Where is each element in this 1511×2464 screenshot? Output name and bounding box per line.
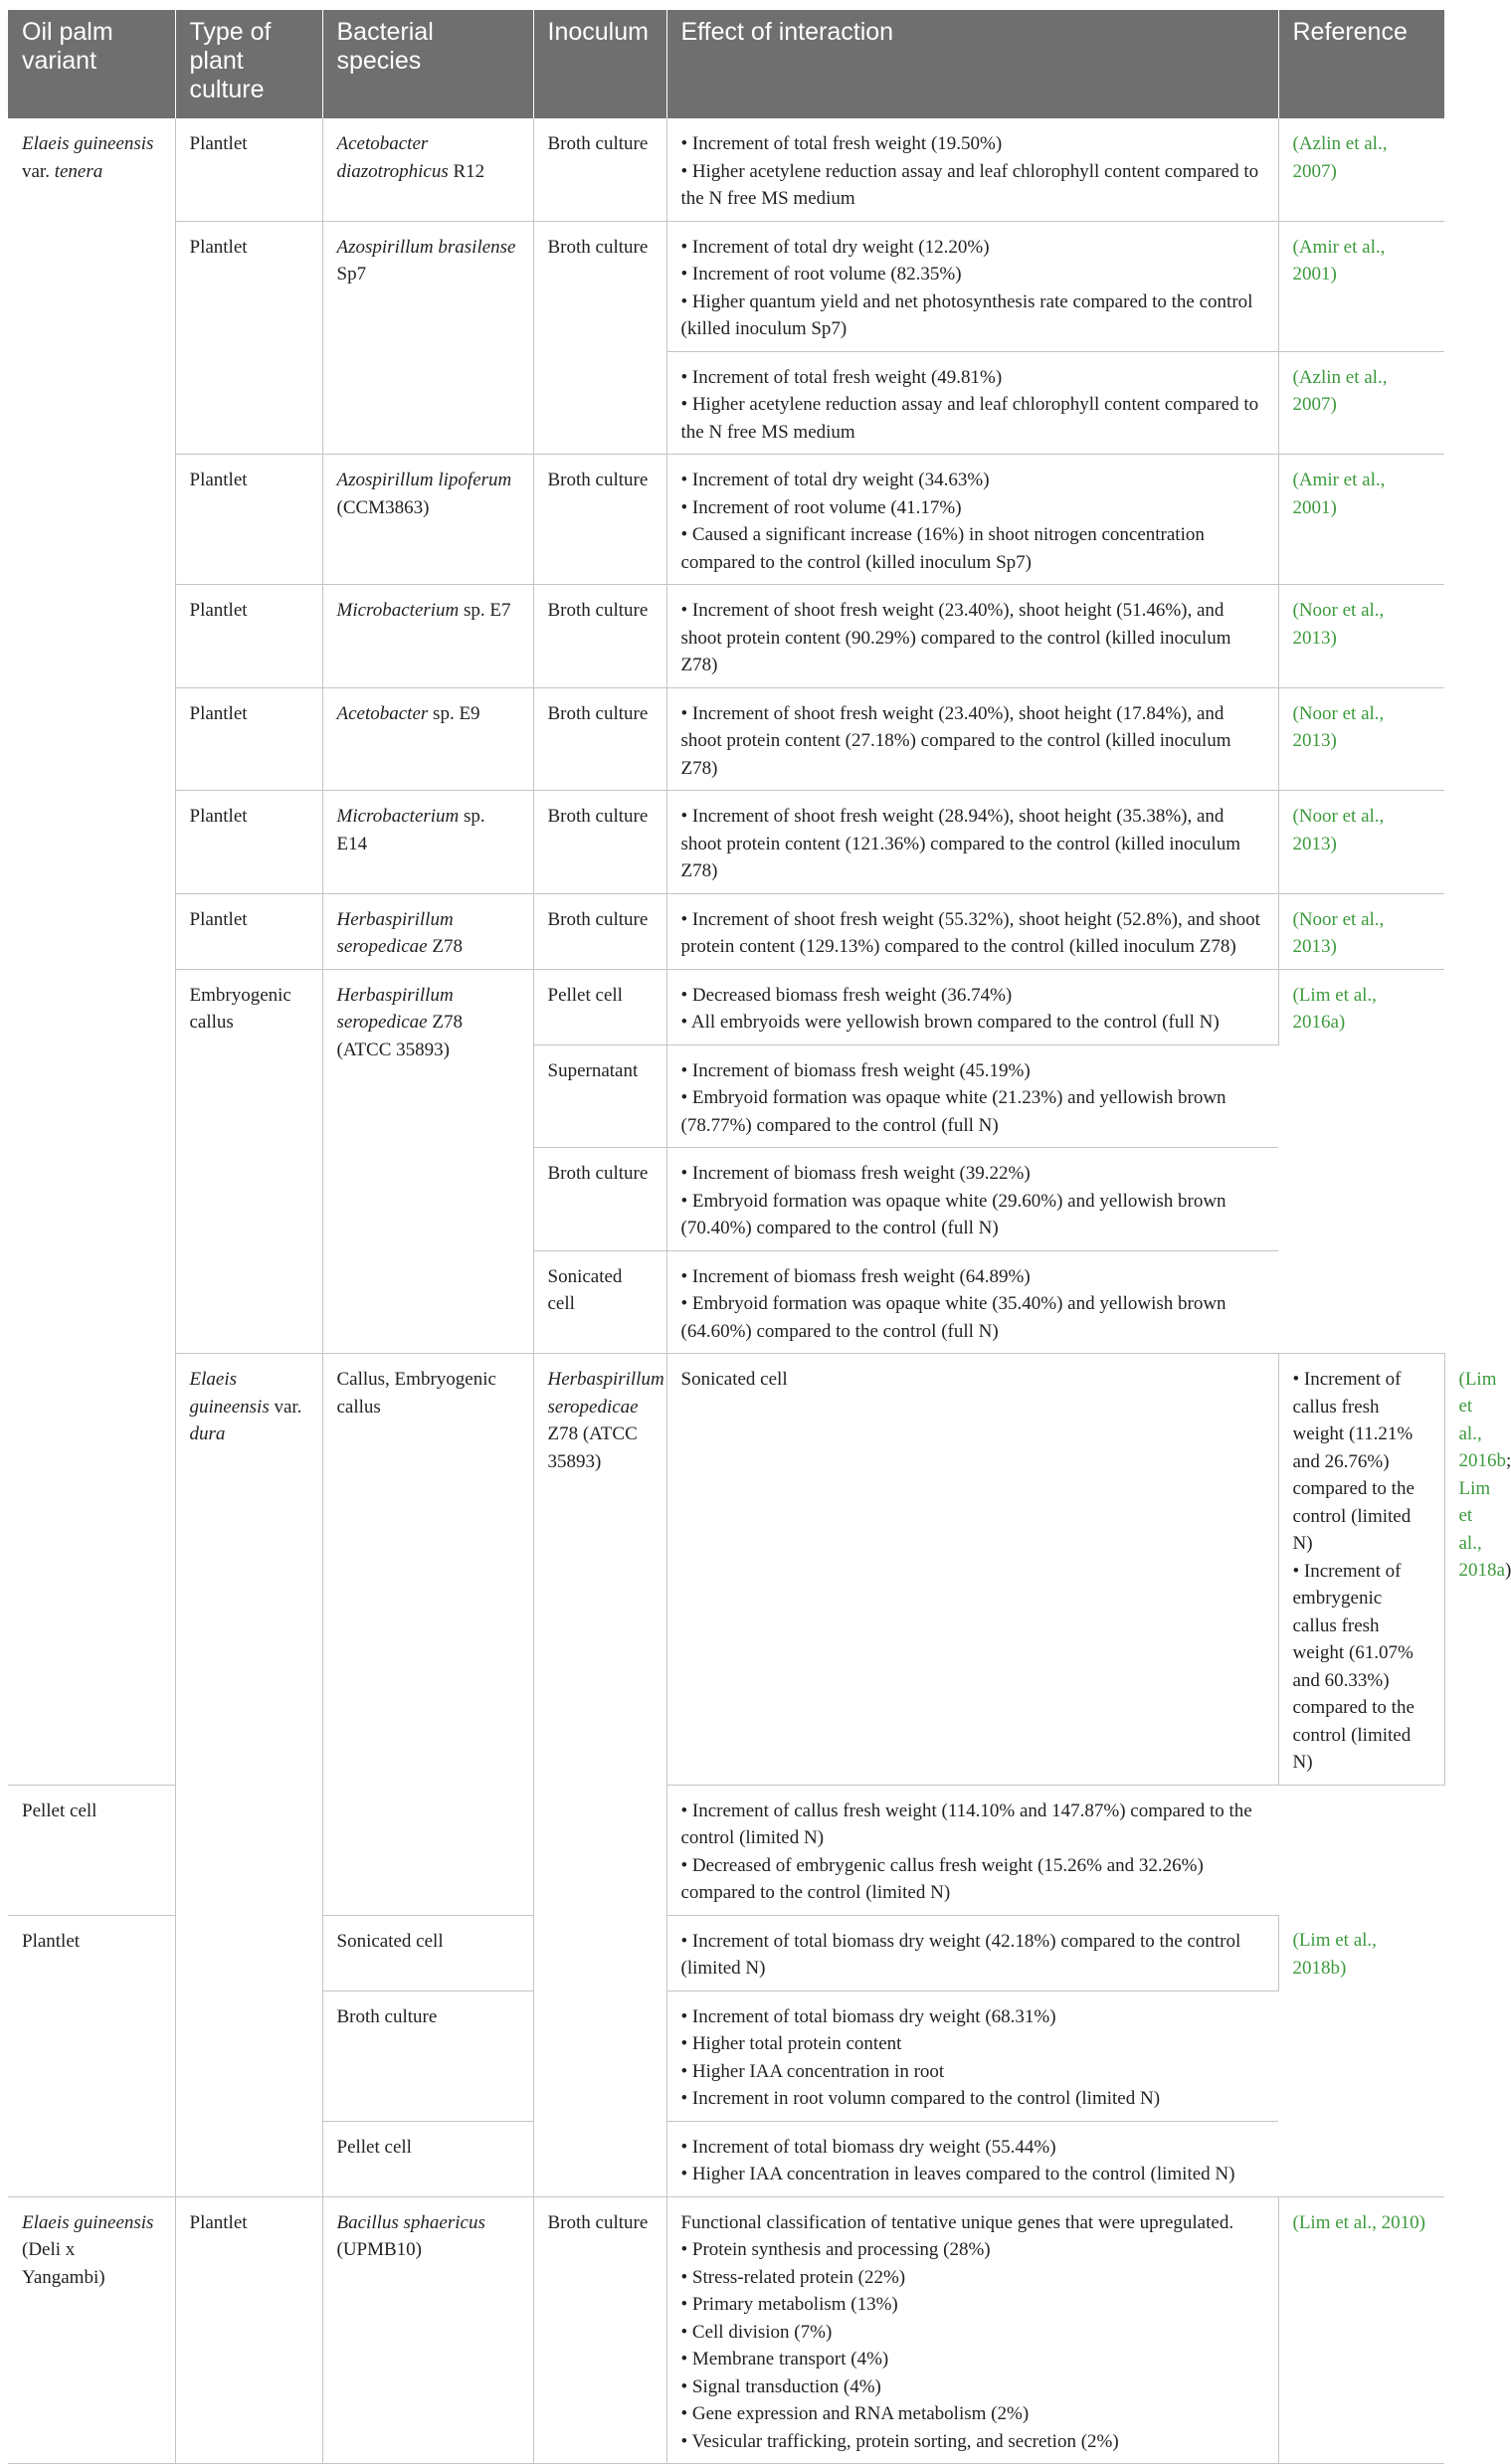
effect-item: • Higher acetylene reduction assay and leaf chlorophyll content compared to the N free MS medium: [681, 391, 1264, 446]
effect-item: • Membrane transport (4%): [681, 2346, 1264, 2373]
variant-suffix-it: dura: [189, 1423, 226, 1444]
effect-item: • Increment in root volumn compared to the control (limited N): [681, 2085, 1265, 2113]
species-name: Bacillus sphaericus: [336, 2211, 485, 2233]
header-reference: Reference: [1278, 10, 1444, 118]
species-name: Acetobacter: [336, 702, 429, 724]
reference-link[interactable]: (Noor et al., 2013): [1292, 600, 1385, 649]
species-strain: sp. E9: [428, 702, 480, 724]
inoculum-cell: Broth culture: [533, 455, 666, 585]
reference-cell: [1278, 969, 1444, 1354]
effect-item: • Increment of total biomass dry weight (42.18%) compared to the control (limited N): [681, 1928, 1264, 1983]
species-strain: Z78 (ATCC 35893): [336, 1012, 463, 1060]
effect-cell: [666, 221, 1278, 351]
species-name: Microbacterium: [336, 600, 460, 621]
effect-cell: [666, 118, 1278, 221]
species-name: Herbaspirillum seropedicae: [336, 908, 454, 957]
inoculum-cell: Pellet cell: [322, 2121, 533, 2196]
reference-separator: ;: [1506, 1450, 1511, 1471]
effect-item: • Cell division (7%): [681, 2319, 1264, 2347]
table-row: [8, 2196, 1444, 2464]
effect-item: • Higher total protein content: [681, 2030, 1265, 2058]
reference-cell: [1278, 687, 1444, 791]
reference-link[interactable]: (Noor et al., 2013): [1292, 908, 1385, 957]
variant-cell-dura: [175, 1354, 322, 2197]
inoculum-cell: Broth culture: [533, 791, 666, 894]
variant-name: Elaeis guineensis: [189, 1369, 270, 1418]
effect-item: • Embryoid formation was opaque white (21.23%) and yellowish brown (78.77%) compared to the control (full N): [681, 1084, 1265, 1139]
effect-cell: [666, 1785, 1278, 1915]
effect-item: • Stress-related protein (22%): [681, 2264, 1264, 2292]
species-cell: [322, 893, 533, 969]
culture-cell: Plantlet: [175, 791, 322, 894]
effect-item: • Increment of shoot fresh weight (28.94%), shoot height (35.38%), and shoot protein content (121.36%) compared to the control (killed inoculum Z78): [681, 803, 1264, 885]
reference-link[interactable]: (Lim et al., 2016a): [1292, 984, 1377, 1033]
effect-item: • Increment of total dry weight (12.20%): [681, 234, 1264, 262]
species-strain: sp. E14: [336, 806, 485, 854]
effect-cell: [666, 893, 1278, 969]
reference-link[interactable]: Lim et al., 2018a: [1458, 1477, 1505, 1581]
header-species: Bacterial species: [322, 10, 533, 118]
table-row: [8, 221, 1444, 351]
reference-link[interactable]: (Amir et al., 2001): [1292, 236, 1386, 284]
species-cell: [322, 585, 533, 688]
variant-cell-tenera: [8, 118, 175, 1785]
header-culture: Type of plant culture: [175, 10, 322, 118]
culture-cell: Plantlet: [175, 687, 322, 791]
inoculum-cell: Broth culture: [533, 221, 666, 455]
effect-item: • Higher acetylene reduction assay and leaf chlorophyll content compared to the N free MS medium: [681, 158, 1264, 213]
species-cell: [533, 1354, 666, 2197]
effect-item: • Increment of biomass fresh weight (39.22%): [681, 1160, 1265, 1188]
species-name: Azospirillum brasilense: [336, 236, 516, 258]
effect-item: • Protein synthesis and processing (28%): [681, 2236, 1264, 2264]
effect-item: • Increment of root volume (41.17%): [681, 494, 1264, 522]
effect-item: • All embryoids were yellowish brown compared to the control (full N): [681, 1009, 1264, 1037]
inoculum-cell: Broth culture: [533, 687, 666, 791]
effect-item: • Vesicular trafficking, protein sorting, and secretion (2%): [681, 2428, 1264, 2456]
culture-cell: Plantlet: [175, 893, 322, 969]
effect-cell: [666, 2121, 1278, 2196]
effect-item: • Primary metabolism (13%): [681, 2291, 1264, 2319]
inoculum-cell: Broth culture: [533, 585, 666, 688]
table-row: [8, 893, 1444, 969]
effect-item: • Caused a significant increase (16%) in shoot nitrogen concentration compared to the control (killed inoculum Sp7): [681, 521, 1264, 576]
header-effect: Effect of interaction: [666, 10, 1278, 118]
culture-cell: Embryogenic callus: [175, 969, 322, 1354]
species-strain: Z78 (ATCC 35893): [547, 1423, 638, 1472]
effect-intro: Functional classification of tentative unique genes that were upregulated.: [680, 2211, 1234, 2233]
inoculum-cell: Broth culture: [533, 893, 666, 969]
species-name: Microbacterium: [336, 806, 460, 827]
reference-cell: [1278, 118, 1444, 221]
variant-cell-deli: [8, 2196, 175, 2464]
table-row: [8, 969, 1444, 1044]
reference-close: ): [1504, 1560, 1511, 1581]
species-strain: (UPMB10): [336, 2239, 423, 2260]
reference-link[interactable]: (Lim et al., 2016b: [1458, 1368, 1506, 1471]
effect-item: • Increment of shoot fresh weight (23.40%), shoot height (17.84%), and shoot protein content (27.18%) compared to the control (killed inoculum Z78): [681, 700, 1264, 783]
reference-link[interactable]: (Lim et al., 2018b): [1292, 1930, 1377, 1979]
table-row: [8, 791, 1444, 894]
culture-cell: Plantlet: [175, 2196, 322, 2464]
species-cell: [322, 118, 533, 221]
effect-item: • Higher IAA concentration in root: [681, 2058, 1265, 2086]
effect-cell: [666, 969, 1278, 1044]
effect-item: • Embryoid formation was opaque white (35.40%) and yellowish brown (64.60%) compared to the control (full N): [681, 1290, 1265, 1345]
table-row: [8, 1354, 1444, 1786]
inoculum-cell: Pellet cell: [533, 969, 666, 1044]
inoculum-cell: Broth culture: [533, 2196, 666, 2464]
inoculum-cell: Pellet cell: [8, 1785, 175, 1915]
inoculum-cell: Sonicated cell: [322, 1915, 533, 1990]
species-name: Azospirillum lipoferum: [336, 470, 512, 490]
effect-item: • Gene expression and RNA metabolism (2%): [681, 2400, 1264, 2428]
table-row: [8, 118, 1444, 221]
effect-cell: [666, 1915, 1278, 1990]
culture-cell: Plantlet: [175, 118, 322, 221]
effect-cell: [1278, 1354, 1444, 1786]
effect-item: • Increment of total biomass dry weight (68.31%): [681, 2003, 1265, 2031]
effect-item: • Embryoid formation was opaque white (29.60%) and yellowish brown (70.40%) compared to the control (full N): [681, 1188, 1265, 1242]
species-name: Herbaspirillum seropedicae: [336, 984, 454, 1033]
effect-item: • Increment of total fresh weight (19.50%): [681, 130, 1264, 158]
reference-link[interactable]: (Azlin et al., 2007): [1292, 366, 1388, 415]
table-row: [8, 687, 1444, 791]
reference-link[interactable]: (Amir et al., 2001): [1292, 470, 1386, 518]
inoculum-cell: Supernatant: [533, 1044, 666, 1148]
species-strain: (CCM3863): [336, 496, 430, 518]
effect-cell: [666, 2196, 1278, 2464]
table-row: [8, 585, 1444, 688]
effect-item: • Decreased of embrygenic callus fresh weight (15.26% and 32.26%) compared to the control (limited N): [681, 1852, 1265, 1907]
variant-suffix-it: tenera: [54, 160, 103, 182]
species-strain: Sp7: [336, 264, 367, 284]
culture-cell: Callus, Embryogenic callus: [322, 1354, 533, 1916]
effect-cell: [666, 351, 1278, 455]
oil-palm-bacteria-table: [8, 10, 1511, 2464]
reference-link[interactable]: (Azlin et al., 2007): [1292, 133, 1388, 182]
species-cell: [322, 455, 533, 585]
effect-item: • Increment of root volume (82.35%): [681, 261, 1264, 288]
effect-cell: [666, 455, 1278, 585]
culture-cell: Plantlet: [175, 455, 322, 585]
reference-cell: [1278, 221, 1444, 351]
species-name: Acetobacter diazotrophicus: [336, 133, 449, 182]
species-strain: sp. E7: [459, 600, 511, 621]
variant-name: Elaeis guineensis: [22, 2211, 154, 2233]
species-cell: [322, 969, 533, 1354]
effect-item: • Decreased biomass fresh weight (36.74%): [681, 982, 1264, 1010]
species-cell: [322, 791, 533, 894]
effect-cell: [666, 585, 1278, 688]
culture-cell: Plantlet: [8, 1915, 175, 2196]
reference-cell: [1278, 585, 1444, 688]
effect-item: • Increment of biomass fresh weight (45.19%): [681, 1057, 1265, 1085]
species-strain: Z78: [427, 936, 463, 957]
effect-item: • Increment of biomass fresh weight (64.89%): [681, 1263, 1265, 1291]
effect-item: • Increment of callus fresh weight (11.21% and 26.76%) compared to the control (limited N): [1293, 1366, 1430, 1558]
effect-item: • Higher quantum yield and net photosynthesis rate compared to the control (killed inoculum Sp7): [681, 288, 1264, 343]
effect-item: • Increment of callus fresh weight (114.10% and 147.87%) compared to the control (limited N): [681, 1798, 1265, 1852]
species-strain: R12: [448, 160, 485, 182]
inoculum-cell: Broth culture: [322, 1990, 533, 2121]
effect-item: • Increment of total biomass dry weight (55.44%): [681, 2134, 1265, 2162]
reference-cell: [1278, 791, 1444, 894]
reference-cell: [1278, 351, 1444, 455]
header-row: [8, 10, 1444, 118]
variant-suffix: var.: [274, 1396, 302, 1418]
species-cell: [322, 687, 533, 791]
header-inoculum: Inoculum: [533, 10, 666, 118]
inoculum-cell: Broth culture: [533, 118, 666, 221]
variant-name: Elaeis guineensis: [22, 133, 154, 154]
table-row: [8, 455, 1444, 585]
effect-item: • Higher IAA concentration in leaves compared to the control (limited N): [681, 2161, 1265, 2188]
effect-cell: [666, 1990, 1278, 2121]
effect-item: • Increment of embrygenic callus fresh weight (61.07% and 60.33%) compared to the control (limited N): [1293, 1558, 1430, 1777]
reference-link[interactable]: (Noor et al., 2013): [1292, 702, 1385, 751]
variant-rest: (Deli x Yangambi): [22, 2239, 105, 2288]
reference-link[interactable]: (Noor et al., 2013): [1292, 806, 1385, 854]
species-cell: [322, 2196, 533, 2464]
reference-cell: [1278, 1915, 1444, 2196]
header-variant: Oil palm variant: [8, 10, 175, 118]
species-name: Herbaspirillum seropedicae: [547, 1369, 664, 1418]
inoculum-cell: Broth culture: [533, 1148, 666, 1251]
variant-suffix: var.: [22, 160, 55, 182]
effect-cell: [666, 1250, 1278, 1354]
reference-link[interactable]: (Lim et al., 2010): [1292, 2211, 1425, 2233]
effect-cell: [666, 1044, 1278, 1148]
reference-cell: [1278, 2196, 1444, 2464]
culture-cell: Plantlet: [175, 221, 322, 455]
inoculum-cell: Sonicated cell: [666, 1354, 1278, 1786]
inoculum-cell: Sonicated cell: [533, 1250, 666, 1354]
effect-cell: [666, 1148, 1278, 1251]
effect-cell: [666, 687, 1278, 791]
effect-item: • Increment of total fresh weight (49.81%): [681, 364, 1264, 392]
effect-item: • Increment of shoot fresh weight (23.40%), shoot height (51.46%), and shoot protein content (90.29%) compared to the control (killed inoculum Z78): [681, 597, 1264, 679]
reference-cell: [1278, 455, 1444, 585]
effect-item: • Increment of total dry weight (34.63%): [681, 467, 1264, 494]
effect-item: • Increment of shoot fresh weight (55.32%), shoot height (52.8%), and shoot protein content (129.13%) compared to the control (killed inoculum Z78): [681, 906, 1264, 961]
species-cell: [322, 221, 533, 455]
effect-item: • Signal transduction (4%): [681, 2373, 1264, 2401]
culture-cell: Plantlet: [175, 585, 322, 688]
effect-cell: [666, 791, 1278, 894]
reference-cell: [1278, 893, 1444, 969]
